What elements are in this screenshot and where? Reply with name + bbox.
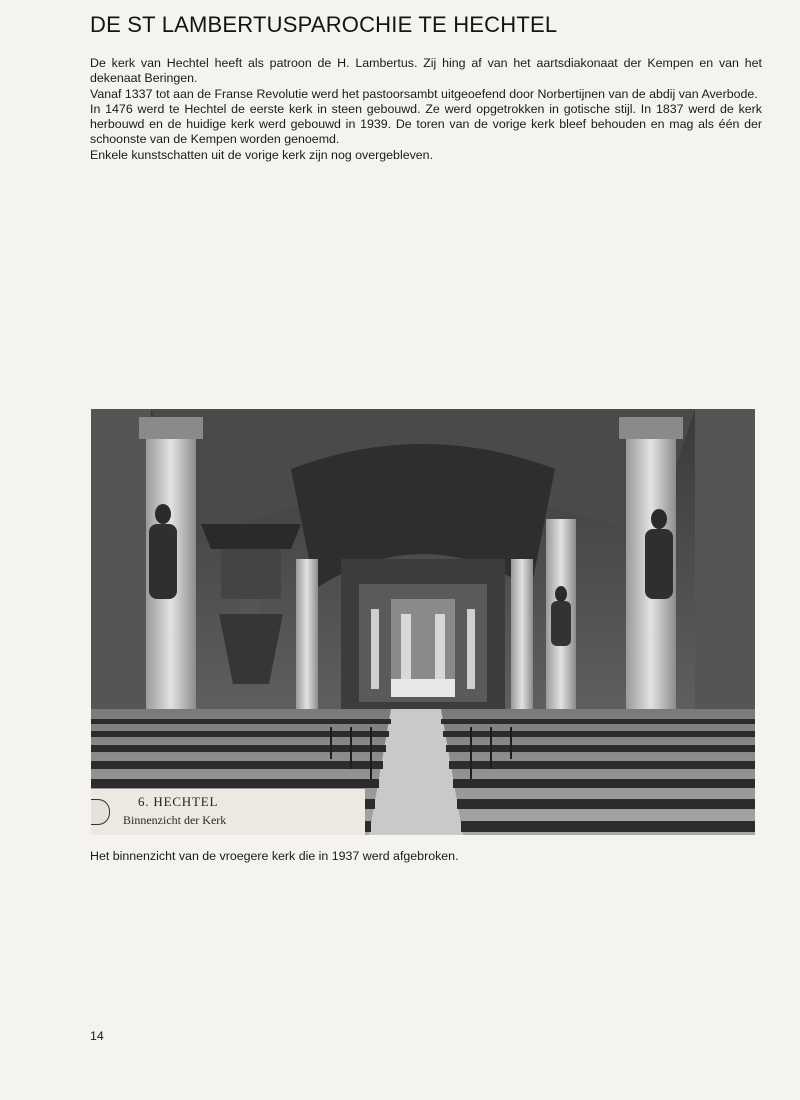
page-title: DE ST LAMBERTUSPAROCHIE TE HECHTEL — [90, 12, 558, 37]
page-number: 14 — [90, 1029, 104, 1043]
body-text — [90, 56, 762, 163]
church-interior-illustration — [91, 409, 755, 835]
postcard-number: 6. HECHTEL — [138, 794, 219, 809]
photo-caption: Het binnenzicht van de vroegere kerk die in 1937 werd afgebroken. — [90, 849, 459, 863]
paragraph: De kerk van Hechtel heeft als patroon de H. Lambertus. Zij hing af van het aartsdiakonaat der Kempen en van het dekenaat Beringen. — [90, 56, 762, 86]
paragraph: Enkele kunstschatten uit de vorige kerk zijn nog overgebleven. — [90, 147, 434, 162]
postcard-subtitle: Binnenzicht der Kerk — [123, 813, 227, 827]
publisher-logo-icon — [91, 799, 110, 825]
paragraph: In 1476 werd te Hechtel de eerste kerk in steen gebouwd. Ze werd opgetrokken in gotische stijl. In 1837 werd de kerk herbouwd en de huidige kerk werd gebouwd in 1939. De toren van de vorige kerk bleef behouden en mag als één der schoonste van de Kempen worden genoemd. — [90, 101, 762, 147]
postcard-caption — [91, 789, 365, 835]
paragraph: Vanaf 1337 tot aan de Franse Revolutie werd het pastoorsambt uitgeoefend door Norbertijnen van de abdij van Averbode. — [90, 86, 758, 101]
church-interior-photo — [91, 409, 755, 835]
